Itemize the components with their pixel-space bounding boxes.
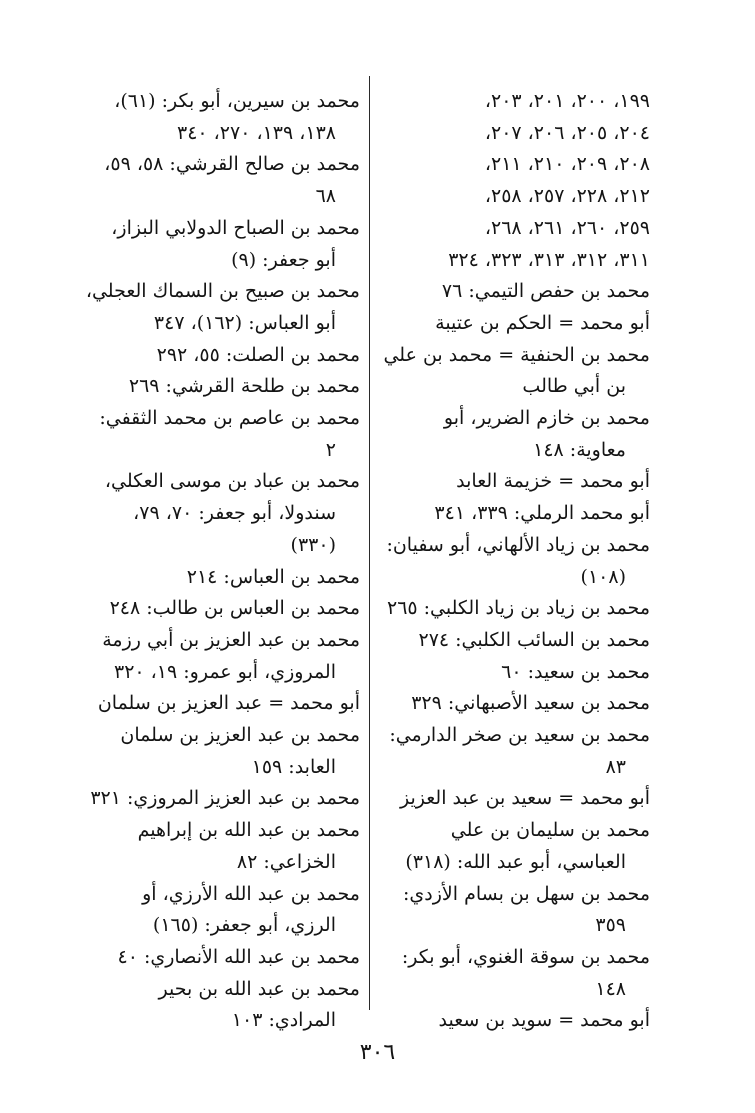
list-item: محمد بن عبد العزيز بن سلمان العابد: ١٥٩ [120, 724, 360, 778]
list-item: محمد بن خازم الضرير، أبو معاوية: ١٤٨ [443, 407, 650, 461]
list-item: محمد بن حفص التيمي: ٧٦ [441, 280, 650, 303]
list-item: محمد بن طلحة القرشي: ٢٦٩ [128, 375, 360, 398]
list-item: محمد بن سعيد الأصبهاني: ٣٢٩ [411, 692, 650, 715]
list-item: محمد بن العباس: ٢١٤ [186, 565, 360, 588]
list-item: أبو محمد الرملي: ٣٣٩، ٣٤١ [434, 502, 650, 525]
list-item: ١٩٩، ٢٠٠، ٢٠١، ٢٠٣، [484, 90, 650, 112]
list-item: محمد بن الحنفية = محمد بن علي بن أبي طالب [383, 343, 650, 398]
list-item: محمد بن سهل بن بسام الأزدي: ٣٥٩ [403, 882, 650, 937]
list-item: محمد بن عبد العزيز المروزي: ٣٢١ [90, 787, 360, 810]
list-item: أبو محمد = خزيمة العابد [456, 470, 650, 493]
right-column [382, 86, 650, 1037]
list-item: أبو محمد = سويد بن سعيد [438, 1009, 650, 1032]
list-item: محمد بن عبد الله بن بحير المرادي: ١٠٣ [158, 977, 360, 1032]
list-item: محمد بن السائب الكلبي: ٢٧٤ [418, 628, 650, 651]
list-item: محمد بن عبد العزيز بن أبي رزمة المروزي، أبو عمرو: ١٩، ٣٢٠ [102, 628, 360, 683]
list-item: محمد بن سعيد: ٦٠ [501, 660, 650, 683]
list-item: محمد بن زياد الألهاني، أبو سفيان: (١٠٨) [386, 533, 650, 588]
list-item: محمد بن الصلت: ٥٥، ٢٩٢ [156, 343, 360, 366]
page-number: ٣٠٦ [359, 1040, 396, 1065]
list-item: أبو محمد = الحكم بن عتيبة [435, 311, 650, 334]
list-item: محمد بن سيرين، أبو بكر: (٦١)، ١٣٨، ١٣٩، ٢٧٠، ٣٤٠ [114, 90, 360, 144]
list-item: محمد بن عبد الله الأرزي، أو الرزي، أبو جعفر: (١٦٥) [142, 882, 360, 937]
list-item: ٢٥٩، ٢٦٠، ٢٦١، ٢٦٨، [484, 216, 650, 239]
list-item: محمد بن الصباح الدولابي البزاز، أبو جعفر: (٩) [111, 216, 360, 271]
list-item: ٢١٢، ٢٢٨، ٢٥٧، ٢٥٨، [484, 185, 650, 208]
list-item: محمد بن عبد الله بن إبراهيم الخزاعي: ٨٢ [137, 819, 360, 873]
list-item: محمد بن سوقة الغنوي، أبو بكر: ١٤٨ [401, 945, 650, 1000]
list-item: ٢٠٨، ٢٠٩، ٢١٠، ٢١١، [484, 153, 650, 176]
list-item: ٣١١، ٣١٢، ٣١٣، ٣٢٣، ٣٢٤ [448, 248, 650, 271]
list-item: أبو محمد = سعيد بن عبد العزيز [399, 787, 650, 810]
list-item: محمد بن عبد الله الأنصاري: ٤٠ [117, 945, 360, 968]
list-item: محمد بن صالح القرشي: ٥٨، ٥٩، ٦٨ [104, 153, 360, 208]
list-item: ٢٠٤، ٢٠٥، ٢٠٦، ٢٠٧، [484, 121, 650, 144]
list-item: محمد بن سعيد بن صخر الدارمي: ٨٣ [389, 724, 650, 778]
list-item: محمد بن صبيح بن السماك العجلي، أبو العباس: (١٦٢)، ٣٤٧ [85, 280, 360, 334]
list-item: محمد بن سليمان بن علي العباسي، أبو عبد الله: (٣١٨) [405, 819, 650, 873]
left-column [85, 86, 360, 1037]
list-item: أبو محمد = عبد العزيز بن سلمان [97, 692, 360, 715]
list-item: محمد بن العباس بن طالب: ٢٤٨ [109, 597, 360, 620]
column-divider [369, 76, 370, 1010]
list-item: محمد بن عباد بن موسى العكلي، سندولا، أبو جعفر: ٧٠، ٧٩، (٣٣٠) [104, 470, 360, 556]
list-item: محمد بن عاصم بن محمد الثقفي: ٢ [99, 407, 360, 461]
list-item: محمد بن زياد بن زياد الكلبي: ٢٦٥ [386, 597, 650, 620]
